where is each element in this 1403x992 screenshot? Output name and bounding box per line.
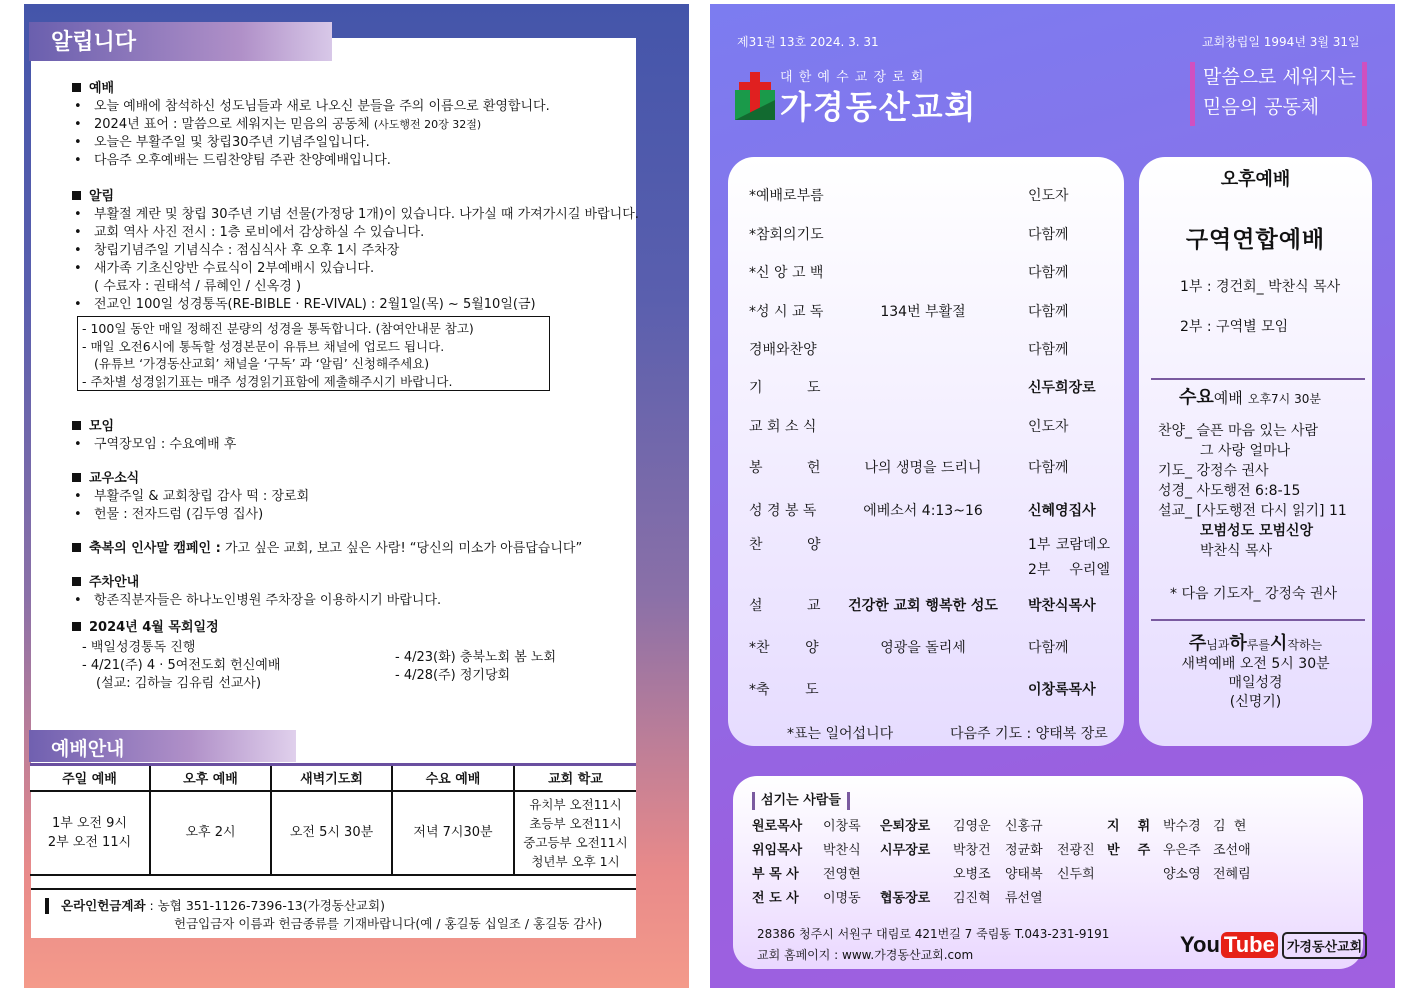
order-row: [728, 637, 1124, 661]
staff-name: 김 현: [1213, 819, 1247, 834]
order-item-name: 교 회 소 식: [749, 419, 817, 435]
stand-note: *표는 일어섭니다: [787, 726, 894, 742]
next-week-prayer: 다음주 기도 : 양태복 장로: [950, 726, 1108, 742]
order-row: [728, 500, 1124, 524]
order-item-leader: 다함께: [1028, 342, 1069, 358]
staff-name: 양소영: [1163, 867, 1201, 882]
ministry-staff: [733, 776, 1363, 969]
order-item-name: *성 시 교 독: [749, 304, 824, 320]
list-item: • 교회 역사 사진 전시 : 1층 로비에서 감상하실 수 있습니다.: [72, 224, 642, 242]
staff-role: 시무장로: [880, 843, 931, 858]
square-bullet-icon: [72, 83, 81, 92]
afternoon-title: 오후예배: [1220, 169, 1291, 190]
order-item-name: 찬 양: [749, 537, 821, 553]
staff-name: 전영현: [823, 867, 861, 882]
denomination: 대 한 예 수 교 장 로 회: [780, 70, 925, 85]
order-item-leader: 박찬식목사: [1028, 598, 1096, 614]
order-item-content: 134번 부활절: [880, 304, 966, 320]
afternoon-worship-panel: 오후예배 구역연합예배 1부 : 경건회_ 박찬식 목사 2부 : 구역별 모임 수요예배 오후7시 30분 찬양_ 슬픈 마음 있는 사람 그 사랑 얼마나 기도_ 강정수 권사 성경_ 사도행전 6:8-15 설교_ [사도행전 다시 읽기] 11 모범성도 모범신앙 박찬식 목사 * 다음 기도자_ 강정숙 권사 주님과하루를시작하는 새벽예배 오전 5시 30분 매일성경 (신명기): [1139, 157, 1372, 746]
youtube-logo-icon[interactable]: You Tube 가경동산교회: [1180, 928, 1367, 962]
staff-name: 류선열: [1005, 891, 1043, 906]
list-item: • 부활절 계란 및 창립 30주년 기념 선물(가정당 1개)이 있습니다. 나가실 때 가져가시길 바랍니다.: [72, 206, 642, 224]
order-row: [728, 416, 1124, 440]
list-item: • 새가족 기초신앙반 수료식이 2부예배시 있습니다.: [72, 260, 642, 278]
order-item-leader: 다함께: [1028, 640, 1069, 656]
list-item: • 2024년 표어 : 말씀으로 세워지는 믿음의 공동체 (사도행전 20장 32절): [72, 116, 642, 134]
order-row: [728, 224, 1124, 248]
staff-name: 우은주: [1163, 843, 1201, 858]
order-item-name: 성 경 봉 독: [749, 503, 817, 519]
worship-list: [72, 98, 642, 170]
square-bullet-icon: [72, 577, 81, 586]
order-row: [728, 457, 1124, 481]
staff-role: 전 도 사: [752, 891, 799, 906]
order-item-leader: 신두희장로: [1028, 380, 1096, 396]
address: 28386 청주시 서원구 대림로 421번길 7 죽림동 T.043-231-9191: [757, 927, 1110, 941]
staff-name: 신두희: [1057, 867, 1095, 882]
worship-guide-title: 예배안내: [29, 730, 296, 762]
divider: [1151, 619, 1365, 621]
square-bullet-icon: [72, 473, 81, 482]
order-item-name: 기 도: [749, 380, 821, 396]
staff-name: 전광진: [1057, 843, 1095, 858]
dawn-details: 새벽예배 오전 5시 30분 매일성경 (신명기): [1181, 656, 1330, 710]
staff-name: 조선애: [1213, 843, 1251, 858]
list-item: • 부활주일 & 교회창립 감사 떡 : 장로회: [72, 488, 642, 506]
order-item-name: 설 교: [749, 598, 821, 614]
issue-info: 제31권 13호 2024. 3. 31: [737, 35, 879, 49]
staff-name: 신홍규: [1005, 819, 1043, 834]
list-item: • 오늘은 부활주일 및 창립30주년 기념주일입니다.: [72, 134, 642, 152]
staff-title: 섬기는 사람들: [752, 792, 850, 810]
staff-role: 반 주: [1107, 843, 1151, 858]
staff-name: 김진혁: [953, 891, 991, 906]
church-name: 가경동산교회: [780, 88, 978, 126]
order-item-name: *찬 양: [749, 640, 819, 656]
staff-role: 협동장로: [880, 891, 931, 906]
section-meeting: 모임: [72, 418, 642, 436]
list-item: • 항존직분자들은 하나노인병원 주차장을 이용하시기 바랍니다.: [72, 592, 642, 610]
staff-name: 김영운: [953, 819, 991, 834]
homepage: 교회 홈페이지 : www.가경동산교회.com: [757, 948, 974, 962]
table-header: 수요 예배: [392, 765, 514, 791]
square-bullet-icon: [72, 421, 81, 430]
table-cell-school: 유치부 오전11시 초등부 오전11시 중고등부 오전11시 청년부 오후 1시: [514, 791, 636, 875]
section-pastoral-schedule: 2024년 4월 목회일정: [72, 619, 642, 637]
order-item-leader: 2부 우리엘: [1028, 562, 1110, 578]
order-item-name: *신 앙 고 백: [749, 265, 824, 281]
order-item-name: *축 도: [749, 682, 819, 698]
staff-name: 양태복: [1005, 867, 1043, 882]
staff-name: 박수경: [1163, 819, 1201, 834]
section-parking: 주차안내: [72, 574, 642, 592]
order-item-content: 영광을 돌리세: [880, 640, 966, 656]
worship-table: [30, 763, 636, 876]
section-greeting-campaign: 축복의 인사말 캠페인 : 가고 싶은 교회, 보고 싶은 사람! “당신의 미소가 아름답습니다”: [72, 540, 642, 558]
order-item-content: 에베소서 4:13~16: [863, 503, 983, 519]
order-item-name: 경배와찬양: [749, 342, 817, 358]
staff-name: 박창건: [953, 843, 991, 858]
list-item: • 오늘 예배에 참석하신 성도님들과 새로 나오신 분들을 주의 이름으로 환영합니다.: [72, 98, 642, 116]
order-item-leader: 이창록목사: [1028, 682, 1096, 698]
table-header: 교회 학교: [514, 765, 636, 791]
afternoon-subtitle: 구역연합예배: [1185, 227, 1326, 253]
list-item: • 다음주 오후예배는 드림찬양팀 주관 찬양예배입니다.: [72, 152, 642, 170]
list-item: • 헌물 : 전자드럼 (김두영 집사): [72, 506, 642, 524]
list-item: • 구역장모임 : 수요예배 후: [72, 436, 642, 454]
schedule-left: - 백일성경통독 진행 - 4/21(주) 4 · 5여전도회 헌신예배 (설교: 김하늘 김유림 선교사): [82, 640, 281, 691]
staff-name: 오병조: [953, 867, 991, 882]
staff-name: 이창록: [823, 819, 861, 834]
table-cell-sunday: 1부 오전 9시 2부 오전 11시: [30, 791, 150, 875]
order-row: [728, 301, 1124, 325]
staff-name: 정균화: [1005, 843, 1043, 858]
notice-list: [72, 206, 642, 314]
staff-name: 이명동: [823, 891, 861, 906]
table-cell-afternoon: 오후 2시: [150, 791, 271, 875]
schedule-right: - 4/23(화) 충북노회 봄 노회 - 4/28(주) 정기당회: [395, 650, 557, 683]
order-row: [728, 339, 1124, 363]
order-item-leader: 인도자: [1028, 419, 1069, 435]
order-of-worship: [728, 157, 1124, 746]
announcement-title: 알립니다: [29, 22, 332, 61]
order-row: [728, 679, 1124, 703]
staff-role: 은퇴장로: [880, 819, 931, 834]
list-item: • 창립기념주일 기념식수 : 점심식사 후 오후 1시 주차장: [72, 242, 642, 260]
order-item-content: 건강한 교회 행복한 성도: [848, 598, 998, 614]
staff-role: 부 목 사: [752, 867, 799, 882]
square-bullet-icon: [72, 622, 81, 631]
section-member-news: 교우소식: [72, 470, 642, 488]
bar-marker-icon: [45, 898, 49, 914]
staff-role: 원로목사: [752, 819, 803, 834]
bible-reading-note-box: - 100일 동안 매일 정해진 분량의 성경을 통독합니다. (참여안내문 참고) - 매일 오전6시에 통독할 성경본문이 유튜브 채널에 업로드 됩니다. (유튜브 ‘가경동산교회’ 채널을 ‘구독’ 과 ‘알림’ 신청해주세요) - 주차별 성경읽기표는 매주 성경읽기표함에 제출해주시기 바랍니다.: [77, 316, 550, 391]
order-row: [728, 185, 1124, 209]
order-item-leader: 다함께: [1028, 460, 1069, 476]
square-bullet-icon: [72, 543, 81, 552]
motto: 말씀으로 세워지는 믿음의 공동체: [1190, 62, 1367, 126]
section-notice: 알림: [72, 188, 642, 206]
order-row: [728, 377, 1124, 401]
staff-role: 위임목사: [752, 843, 803, 858]
order-item-leader: 다함께: [1028, 227, 1069, 243]
wednesday-title: 수요예배 오후7시 30분: [1179, 387, 1321, 408]
order-item-name: *예배로부름: [749, 188, 824, 204]
order-item-leader: 1부 코람데오: [1028, 537, 1110, 553]
order-item-leader: 신혜영집사: [1028, 503, 1096, 519]
staff-name: 전혜림: [1213, 867, 1251, 882]
table-cell-wednesday: 저녁 7시30분: [392, 791, 514, 875]
section-worship: 예배: [72, 80, 642, 98]
wednesday-details: 찬양_ 슬픈 마음 있는 사람 그 사랑 얼마나 기도_ 강정수 권사 성경_ 사도행전 6:8-15 설교_ [사도행전 다시 읽기] 11 모범성도 모범신앙 박찬식 목사: [1158, 423, 1347, 559]
divider: [1151, 378, 1365, 380]
founding-date: 교회창립일 1994년 3월 31일: [1202, 35, 1360, 49]
order-item-content: 나의 생명을 드리니: [864, 460, 982, 476]
church-cross-logo-icon: [735, 70, 775, 120]
order-row: [728, 534, 1124, 578]
announcement-body-2: [72, 418, 642, 637]
list-item: • 전교인 100일 성경통독(RE-BIBLE · RE-VIVAL) : 2월1일(목) ~ 5월10일(금): [72, 296, 642, 314]
order-item-leader: 다함께: [1028, 265, 1069, 281]
order-item-leader: 인도자: [1028, 188, 1069, 204]
list-item-continued: ( 수료자 : 권태석 / 류혜인 / 신옥경 ): [94, 279, 302, 294]
table-cell-dawn: 오전 5시 30분: [271, 791, 392, 875]
square-bullet-icon: [72, 191, 81, 200]
order-item-name: *참회의기도: [749, 227, 824, 243]
table-header: 오후 예배: [150, 765, 271, 791]
order-row: [728, 262, 1124, 286]
order-item-name: 봉 헌: [749, 460, 821, 476]
staff-role: 지 휘: [1107, 819, 1151, 834]
order-item-leader: 다함께: [1028, 304, 1069, 320]
table-header: 주일 예배: [30, 765, 150, 791]
order-row: [728, 595, 1124, 619]
announcement-body: [72, 80, 642, 314]
online-offering-box: 온라인헌금계좌 : 농협 351-1126-7396-13(가경동산교회) 헌금입금자 이름과 헌금종류를 기재바랍니다(예 / 홍길동 십일조 / 홍길동 감사): [31, 888, 636, 938]
staff-name: 박찬식: [823, 843, 861, 858]
table-header: 새벽기도회: [271, 765, 392, 791]
dawn-title: 주님과하루를시작하는: [1188, 633, 1323, 654]
